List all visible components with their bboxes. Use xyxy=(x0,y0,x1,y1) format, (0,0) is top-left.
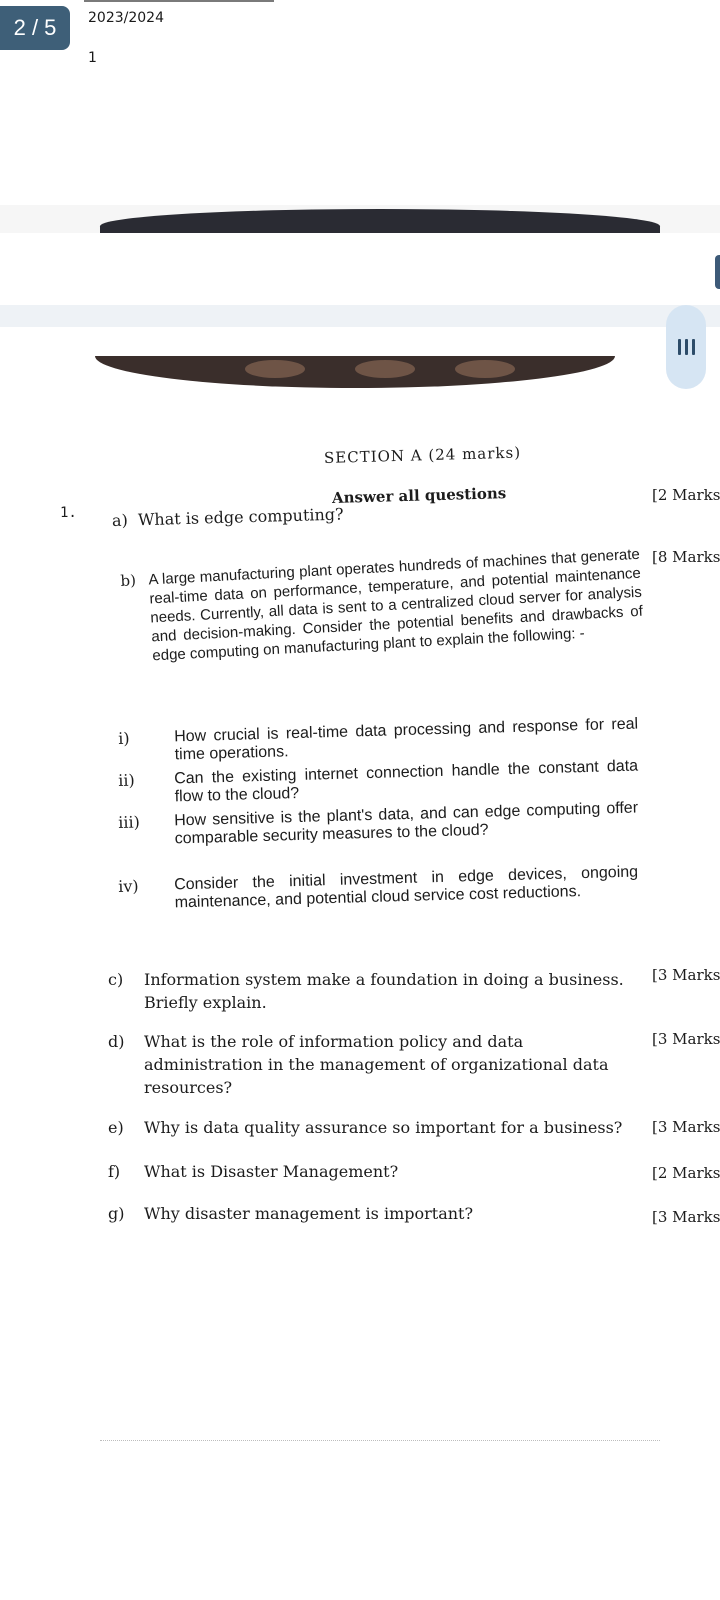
question-b-label: b) xyxy=(120,571,137,590)
question-a-text: What is edge computing? xyxy=(137,504,344,530)
question-g-marks: [3 Marks xyxy=(652,1208,720,1226)
question-f-text: What is Disaster Management? xyxy=(144,1162,399,1181)
page-gap xyxy=(0,305,720,327)
question-d-marks: [3 Marks xyxy=(652,1030,720,1048)
question-g-label: g) xyxy=(108,1204,125,1223)
question-f xyxy=(108,1160,640,1183)
menu-icon xyxy=(678,339,695,355)
sub-label: ii) xyxy=(117,770,135,790)
question-f-marks: [2 Marks xyxy=(652,1164,720,1182)
page-indicator-badge: 2 / 5 xyxy=(0,6,70,50)
section-instruction: Answer all questions xyxy=(331,484,507,507)
question-c-text: Information system make a foundation in doing a business. Briefly explain. xyxy=(144,970,624,1012)
sub-text: How crucial is real-time data processing and response for real time operations. xyxy=(173,715,639,764)
question-d xyxy=(108,1030,640,1099)
question-d-text: What is the role of information policy and data administration in the management of organizational data resources? xyxy=(144,1032,609,1097)
question-f-label: f) xyxy=(108,1162,121,1181)
question-g xyxy=(108,1202,640,1225)
academic-year: 2023/2024 xyxy=(88,10,164,26)
question-c xyxy=(108,968,640,1014)
sub-text: How sensitive is the plant's data, and can edge computing offer comparable security measures to the cloud? xyxy=(173,799,639,848)
side-scroll-handle[interactable] xyxy=(715,255,720,289)
sub-label: iv) xyxy=(117,876,139,896)
page-boundary-shadow xyxy=(0,205,720,233)
question-a-label: a) xyxy=(111,510,129,530)
page-number: 1 xyxy=(88,50,97,66)
question-b-text: A large manufacturing plant operates hundreds of machines that generate real-time data on performance, temperature, and potential maintenance needs. Currently, all data is sent to a centralized cloud server for analysis and decision-making. Consider the potential benefits and drawbacks of edge computing on manufacturing plant to explain the following: - xyxy=(148,545,644,665)
question-a xyxy=(112,505,344,530)
page-edge-line xyxy=(84,0,274,2)
menu-button[interactable] xyxy=(666,305,706,389)
sub-label: iii) xyxy=(117,812,141,832)
question-e-label: e) xyxy=(108,1118,124,1137)
question-e xyxy=(108,1116,640,1139)
question-number: 1. xyxy=(60,505,77,521)
question-b xyxy=(120,545,644,667)
question-g-text: Why disaster management is important? xyxy=(144,1204,474,1223)
question-e-marks: [3 Marks xyxy=(652,1118,720,1136)
question-d-label: d) xyxy=(108,1032,125,1051)
question-e-text: Why is data quality assurance so important for a business? xyxy=(144,1118,623,1137)
page-bottom-artifact xyxy=(100,1440,660,1441)
question-b-sub-iii xyxy=(118,799,639,850)
sub-text: Can the existing internet connection handle the constant data flow to the cloud? xyxy=(173,757,639,806)
question-b-sub-ii xyxy=(118,757,639,808)
sub-label: i) xyxy=(117,728,130,748)
question-c-label: c) xyxy=(108,970,124,989)
question-b-sub-i xyxy=(118,715,639,766)
table-surface-shadow xyxy=(95,356,615,388)
question-c-marks: [3 Marks xyxy=(652,966,720,984)
sub-text: Consider the initial investment in edge devices, ongoing maintenance, and potential cloud service cost reductions. xyxy=(173,863,639,912)
question-b-marks: [8 Marks xyxy=(652,548,720,566)
section-title: SECTION A (24 marks) xyxy=(323,443,522,467)
question-b-sub-iv xyxy=(118,863,639,914)
question-a-marks: [2 Marks xyxy=(652,486,720,504)
